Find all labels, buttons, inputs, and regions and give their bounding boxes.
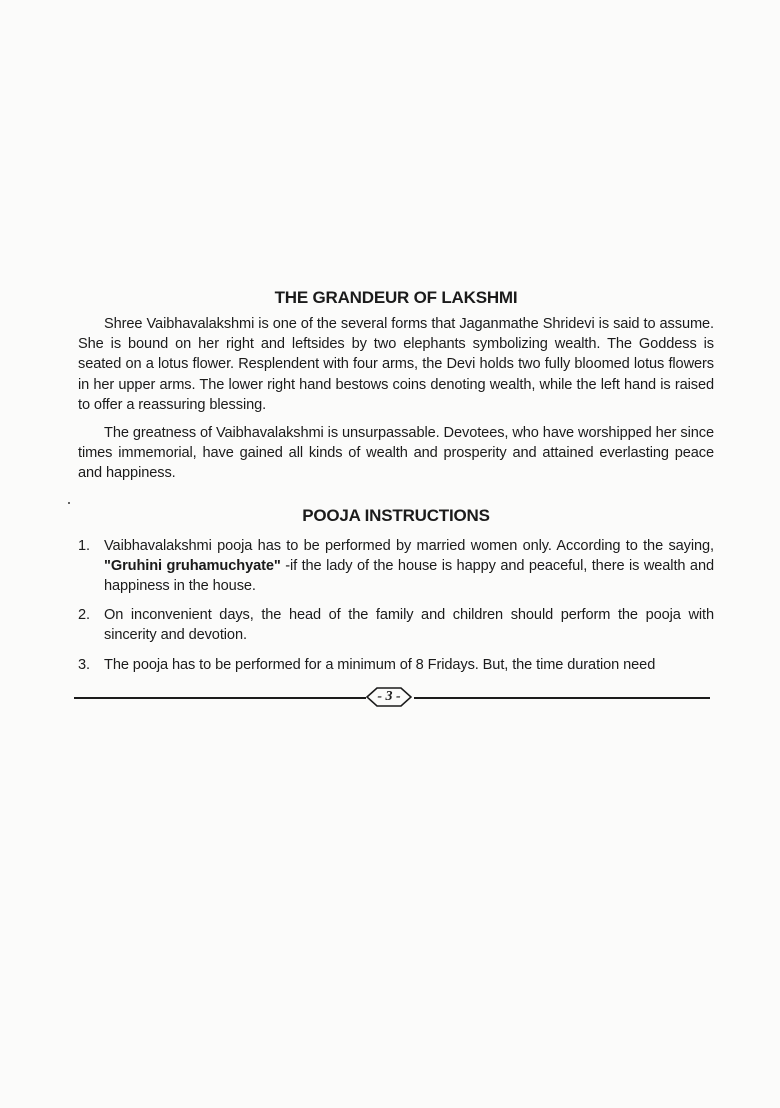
paragraph-description: Shree Vaibhavalakshmi is one of the several forms that Jaganmathe Shridevi is said to assume. She is bound on her right and leftsides by two elephants symbolizing wealth. The Goddess is seated on a lotus flower. Resplendent with four arms, the Devi holds two fully bloomed lotus flowers in her upper arms. The lower right hand bestows coins denoting wealth, while the left hand is raised to offer a reassuring blessing. bbox=[78, 316, 714, 413]
section-title-pooja-instructions: POOJA INSTRUCTIONS bbox=[302, 505, 490, 525]
section-title-grandeur: THE GRANDEUR OF LAKSHMI bbox=[274, 288, 518, 307]
instruction-item bbox=[78, 655, 714, 675]
instruction-text: Vaibhavalakshmi pooja has to be performed by married women only. According to the saying, bbox=[104, 537, 714, 554]
instruction-number: 3. bbox=[78, 656, 90, 673]
page-footer bbox=[74, 686, 710, 708]
paragraph-greatness: The greatness of Vaibhavalakshmi is unsurpassable. Devotees, who have worshipped her since times immemorial, have gained all kinds of wealth and prosperity and attained everlasting peace and happiness. bbox=[78, 425, 714, 482]
instruction-number: 1. bbox=[78, 537, 90, 554]
instructions-list bbox=[78, 536, 714, 675]
instruction-text: The pooja has to be performed for a minimum of 8 Fridays. But, the time duration need bbox=[104, 656, 656, 673]
footer-rule-right bbox=[414, 697, 710, 699]
instruction-number: 2. bbox=[78, 607, 90, 624]
instruction-text: -if the lady of the house is happy and peaceful, there is wealth and happiness in the house. bbox=[104, 557, 714, 595]
page-number-badge bbox=[366, 686, 412, 708]
page-number: - 3 - bbox=[377, 689, 401, 704]
page-body bbox=[78, 286, 714, 684]
instruction-text: On inconvenient days, the head of the family and children should perform the pooja with sincerity and devotion. bbox=[104, 607, 714, 644]
instruction-quote: "Gruhini gruhamuchyate" bbox=[104, 557, 281, 574]
print-speck bbox=[68, 502, 70, 504]
footer-rule-left bbox=[74, 697, 366, 699]
instruction-item bbox=[78, 536, 714, 597]
instruction-item bbox=[78, 605, 714, 645]
